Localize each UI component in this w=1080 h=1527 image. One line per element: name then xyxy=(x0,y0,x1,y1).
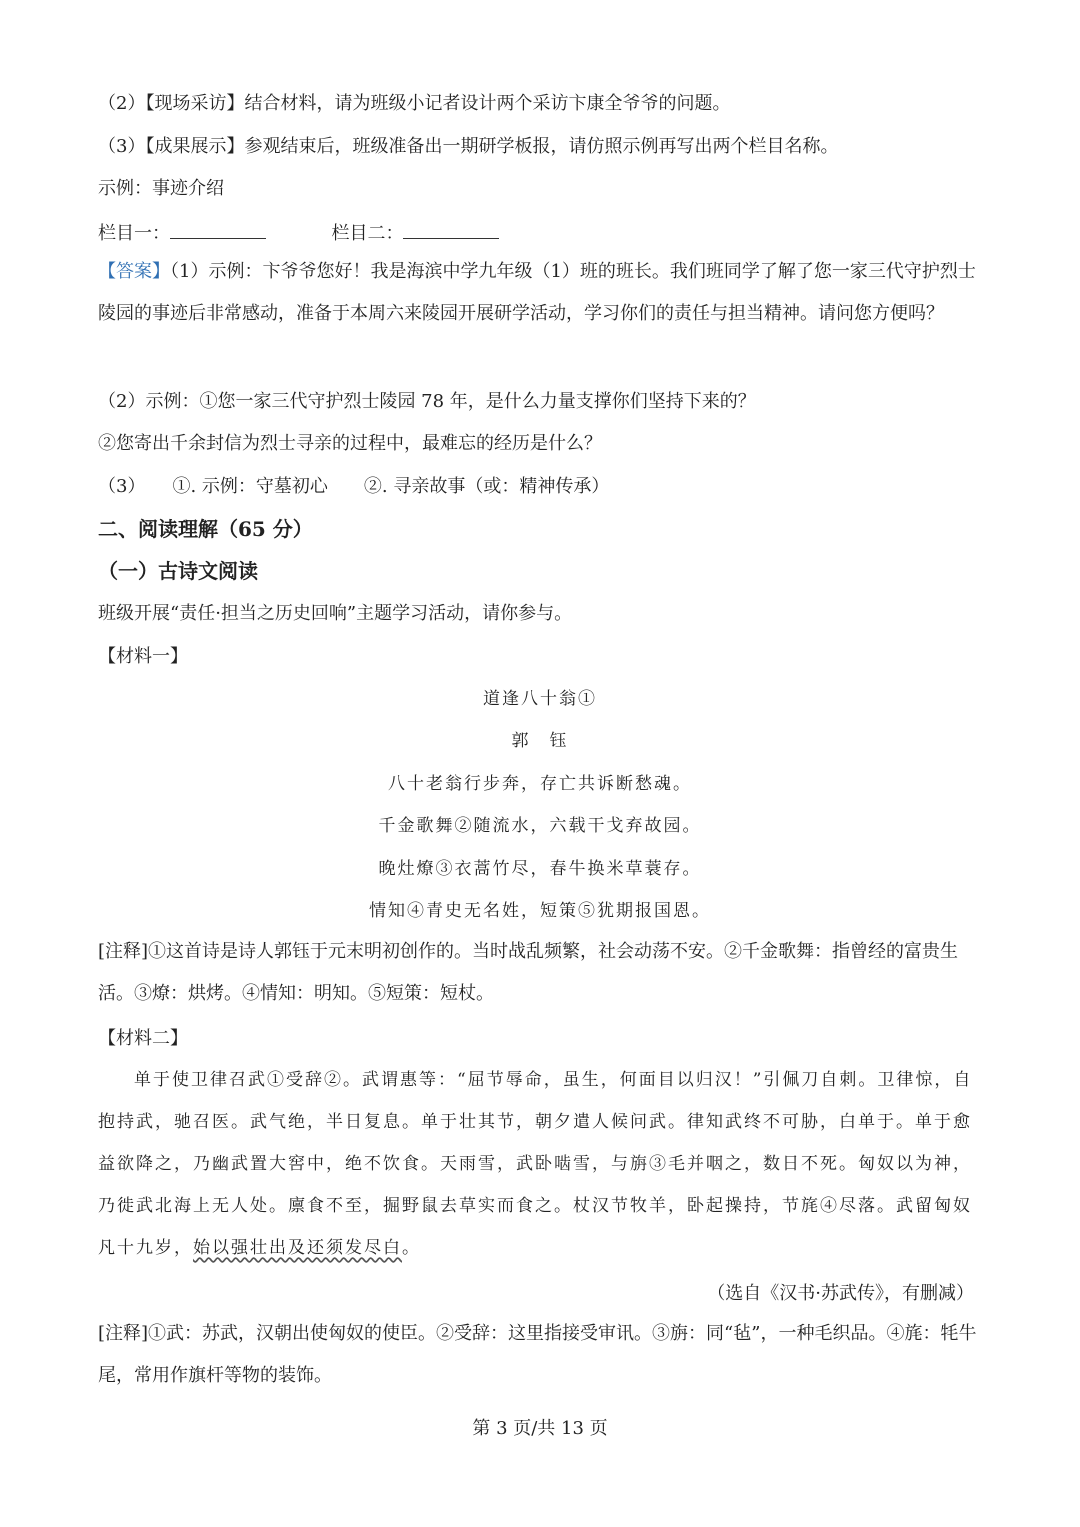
source-citation: （选自《汉书·苏武传》，有删减） xyxy=(707,1283,974,1304)
prose-wavy-underline: 始以强壮出及还须发尽白 xyxy=(193,1238,402,1258)
answer-tag: 【答案】 xyxy=(98,261,170,282)
column-2-label: 栏目二： xyxy=(331,223,404,244)
poem-line-1: 八十老翁行步奔，存亡共诉断愁魂。 xyxy=(388,774,692,794)
material-1-label: 【材料一】 xyxy=(98,646,188,667)
answer-2b: ②您寄出千余封信为烈士寻亲的过程中，最难忘的经历是什么？ xyxy=(98,433,602,454)
answer-2a: （2）示例：①您一家三代守护烈士陵园 78 年，是什么力量支撑你们坚持下来的？ xyxy=(98,391,756,412)
example-line: 示例：事迹介绍 xyxy=(98,178,224,199)
intro-line: 班级开展“责任·担当之历史回响”主题学习活动，请你参与。 xyxy=(98,603,573,624)
section-heading: 二、阅读理解（65 分） xyxy=(98,517,313,541)
poem-line-4: 情知④青史无名姓，短策⑤犹期报国恩。 xyxy=(369,901,711,921)
material-2-label: 【材料二】 xyxy=(98,1028,188,1049)
answer-1-text: （1）示例：卞爷爷您好！我是海滨中学九年级（1）班的班长。我们班同学了解了您一家三代守护烈士陵园的事迹后非常感动，准备于本周六来陵园开展研学活动，学习你们的责任与担当精神。请问您方便吗？ xyxy=(98,261,976,324)
note-1: [注释]①这首诗是诗人郭钰于元末明初创作的。当时战乱频繁，社会动荡不安。②千金歌舞：指曾经的富贵生活。③燎：烘烤。④情知：明知。⑤短策：短杖。 xyxy=(98,941,959,1004)
poem-title: 道逢八十翁① xyxy=(483,689,597,709)
question-2: （2）【现场采访】结合材料，请为班级小记者设计两个采访卞康全爷爷的问题。 xyxy=(98,93,731,114)
poem-author: 郭 钰 xyxy=(511,731,569,751)
note-2: [注释]①武：苏武，汉朝出使匈奴的使臣。②受辞：这里指接受审讯。③旃：同“毡”，一种毛织品。④旄：牦牛尾，常用作旗杆等物的装饰。 xyxy=(98,1323,977,1386)
prose-end: 。 xyxy=(402,1238,421,1258)
page-footer: 第 3 页/共 13 页 xyxy=(472,1418,608,1439)
column-blanks xyxy=(98,220,988,246)
prose-main: 单于使卫律召武①受辞②。武谓惠等：“屈节辱命，虽生，何面目以归汉！”引佩刀自刺。卫律惊，自抱持武，驰召医。武气绝，半日复息。单于壮其节，朝夕遣人候问武。律知武终不可胁，白单于。单于愈益欲降之，乃幽武置大窖中，绝不饮食。天雨雪，武卧啮雪，与旃③毛并咽之，数日不死。匈奴以为神，乃徙武北海上无人处。廪食不至，掘野鼠去草实而食之。杖汉节牧羊，卧起操持，节旄④尽落。武留匈奴凡十九岁， xyxy=(98,1070,973,1258)
answer-3: （3） ①. 示例：守墓初心 ②. 寻亲故事（或：精神传承） xyxy=(98,476,610,497)
answer-1 xyxy=(98,251,988,335)
poem-line-3: 晚灶燎③衣蒿竹尽，春牛换米草蓑存。 xyxy=(378,859,702,879)
column-1-blank xyxy=(170,220,266,239)
prose-passage xyxy=(98,1059,988,1269)
column-1-label: 栏目一： xyxy=(98,223,170,244)
column-2-blank xyxy=(403,220,499,239)
question-3: （3）【成果展示】参观结束后，班级准备出一期研学板报，请仿照示例再写出两个栏目名称。 xyxy=(98,136,839,157)
poem-line-2: 千金歌舞②随流水，六载干戈弃故园。 xyxy=(378,816,702,836)
subsection-heading: （一）古诗文阅读 xyxy=(98,559,258,583)
